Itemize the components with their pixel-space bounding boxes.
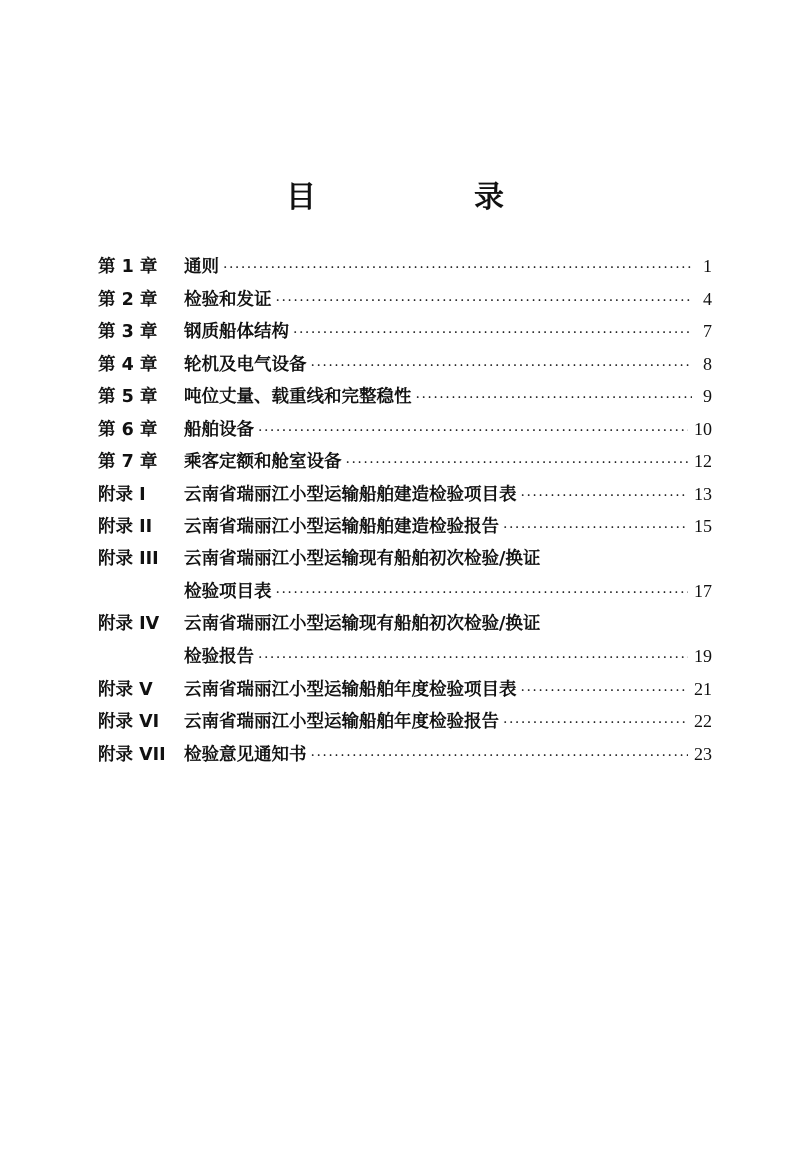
toc-entry[interactable] xyxy=(98,705,712,738)
toc-appendix-title: 云南省瑞丽江小型运输船舶建造检验项目表 xyxy=(184,484,517,505)
toc-appendix-title: 云南省瑞丽江小型运输现有船舶初次检验/换证 xyxy=(184,548,541,569)
toc-page-number: 4 xyxy=(703,288,712,309)
toc-page-number: 9 xyxy=(703,386,712,406)
toc-page-number: 1 xyxy=(703,256,712,276)
toc-dot-leader xyxy=(276,577,689,610)
toc-entry[interactable] xyxy=(98,673,712,706)
toc-page-number: 21 xyxy=(694,678,712,699)
toc-chapter-number: 第 5 章 xyxy=(98,387,158,407)
toc-appendix-title: 云南省瑞丽江小型运输船舶建造检验报告 xyxy=(184,517,499,537)
toc-appendix-number: 附录 V xyxy=(98,679,153,700)
toc-dot-leader xyxy=(503,512,688,545)
toc-chapter-number: 第 3 章 xyxy=(98,322,158,342)
toc-appendix-number: 附录 VII xyxy=(98,744,166,765)
toc-appendix-number: 附录 IV xyxy=(98,613,160,634)
toc-dot-leader xyxy=(521,675,689,708)
toc-page-number: 10 xyxy=(694,418,712,439)
toc-dot-leader xyxy=(311,350,693,383)
toc-entry[interactable] xyxy=(98,543,712,608)
toc-page-number: 8 xyxy=(703,353,712,374)
toc-chapter-number: 第 2 章 xyxy=(98,289,158,310)
toc-dot-leader xyxy=(346,447,689,480)
toc-appendix-number: 附录 II xyxy=(98,517,153,537)
toc-entry[interactable] xyxy=(98,510,712,543)
toc-page-number: 13 xyxy=(694,483,712,504)
toc-dot-leader xyxy=(276,285,693,318)
toc-entry[interactable] xyxy=(98,738,712,771)
toc-appendix-title: 云南省瑞丽江小型运输现有船舶初次检验/换证 xyxy=(184,613,541,634)
toc-dot-leader xyxy=(503,707,688,740)
toc-page-number: 22 xyxy=(694,711,712,731)
toc-entry[interactable] xyxy=(98,315,712,348)
toc-chapter-title: 通则 xyxy=(184,257,219,277)
toc-appendix-number: 附录 VI xyxy=(98,712,160,732)
toc-chapter-title: 轮机及电气设备 xyxy=(184,354,307,375)
toc-entry[interactable] xyxy=(98,478,712,511)
toc-page-number: 7 xyxy=(703,321,712,341)
toc-chapter-title: 钢质船体结构 xyxy=(184,322,289,342)
page-title: 目 录 xyxy=(286,180,568,215)
toc-dot-leader xyxy=(258,642,688,675)
toc-appendix-number: 附录 III xyxy=(98,548,159,569)
toc-page-number: 15 xyxy=(694,516,712,536)
toc-chapter-title: 乘客定额和舱室设备 xyxy=(184,452,342,472)
toc-entry[interactable] xyxy=(98,608,712,673)
toc-chapter-number: 第 1 章 xyxy=(98,257,158,277)
toc-page-number: 17 xyxy=(694,581,712,601)
toc-chapter-title: 船舶设备 xyxy=(184,419,254,440)
toc-dot-leader xyxy=(223,252,692,285)
toc-dot-leader xyxy=(416,382,693,415)
toc-appendix-title-continued: 检验报告 xyxy=(184,647,254,667)
toc-appendix-title: 检验意见通知书 xyxy=(184,744,307,765)
toc-dot-leader xyxy=(311,740,689,773)
toc-entry[interactable] xyxy=(98,250,712,283)
toc-chapter-title: 吨位丈量、载重线和完整稳性 xyxy=(184,387,412,407)
toc-chapter-title: 检验和发证 xyxy=(184,289,272,310)
toc-appendix-title-continued: 检验项目表 xyxy=(184,582,272,602)
table-of-contents xyxy=(98,250,712,770)
toc-entry[interactable] xyxy=(98,283,712,316)
toc-chapter-number: 第 4 章 xyxy=(98,354,158,375)
toc-dot-leader xyxy=(521,480,689,513)
toc-entry[interactable] xyxy=(98,348,712,381)
toc-entry[interactable] xyxy=(98,413,712,446)
toc-entry[interactable] xyxy=(98,380,712,413)
toc-dot-leader xyxy=(258,415,688,448)
toc-entry[interactable] xyxy=(98,445,712,478)
toc-page-number: 23 xyxy=(694,743,712,764)
toc-appendix-title: 云南省瑞丽江小型运输船舶年度检验报告 xyxy=(184,712,499,732)
toc-page-number: 12 xyxy=(694,451,712,471)
toc-appendix-number: 附录 I xyxy=(98,484,146,505)
toc-dot-leader xyxy=(293,317,692,350)
toc-chapter-number: 第 6 章 xyxy=(98,419,158,440)
toc-appendix-title: 云南省瑞丽江小型运输船舶年度检验项目表 xyxy=(184,679,517,700)
toc-page-number: 19 xyxy=(694,646,712,666)
toc-chapter-number: 第 7 章 xyxy=(98,452,158,472)
